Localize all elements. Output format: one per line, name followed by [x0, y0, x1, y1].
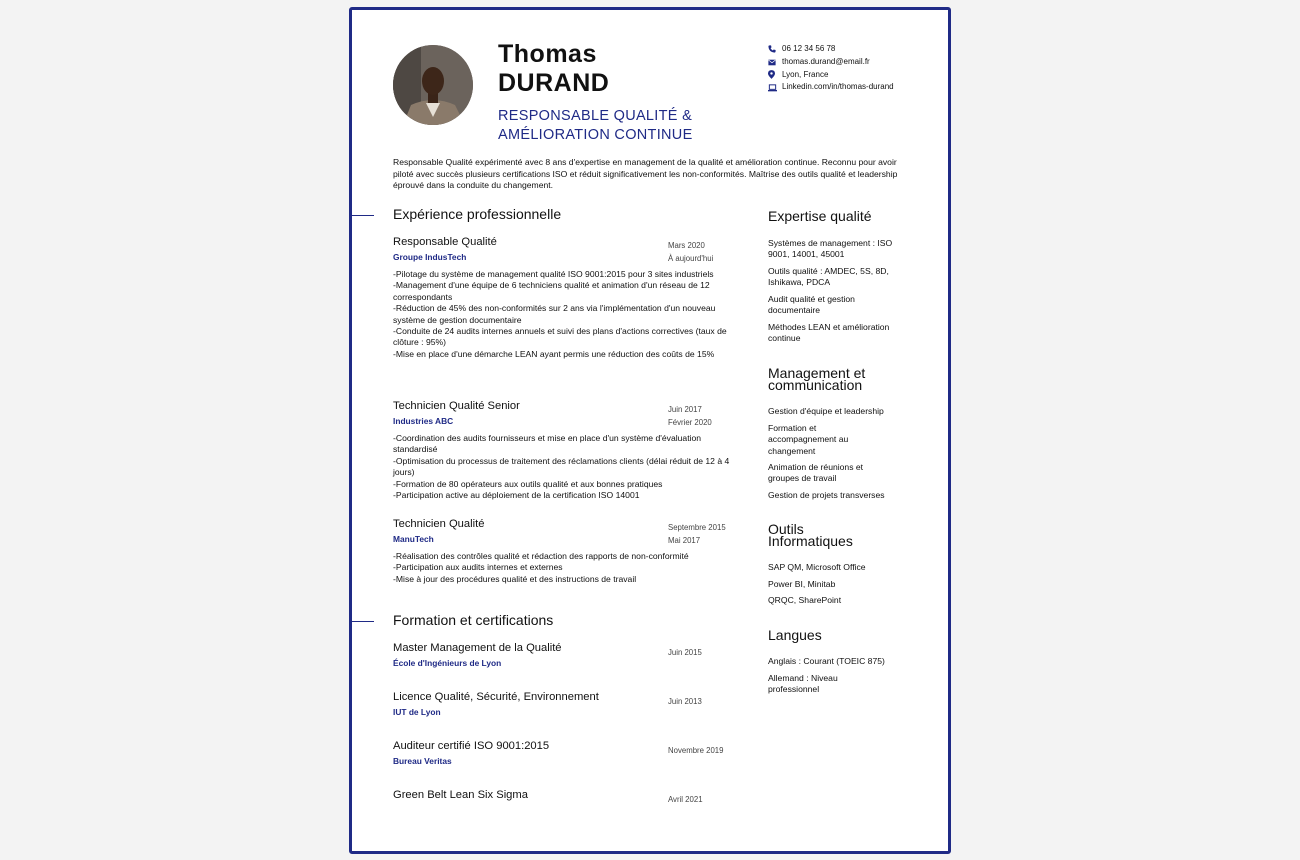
job-2-company: Industries ABC [393, 416, 454, 426]
job-3-date-start: Septembre 2015 [668, 523, 726, 532]
job-headline-line1: RESPONSABLE QUALITÉ & [498, 108, 693, 124]
job-headline [498, 107, 693, 145]
section-title-education: Formation et certifications [393, 612, 554, 628]
sidebar-title-tools: Outils Informatiques [768, 521, 853, 549]
contact-linkedin[interactable]: Linkedin.com/in/thomas-durand [768, 81, 894, 94]
list-item: - Participation active au déploiement de la certification ISO 14001 [393, 490, 737, 501]
job-2-dates [668, 404, 712, 429]
laptop-icon [768, 84, 782, 92]
contact-block [768, 43, 894, 94]
job-2-date-end: Février 2020 [668, 417, 712, 427]
edu-2-date: Juin 2013 [668, 697, 702, 706]
expertise-item-2: Outils qualité : AMDEC, 5S, 8D, Ishikawa, PDCA [768, 266, 889, 288]
management-item-1: Gestion d'équipe et leadership [768, 406, 884, 416]
job-2-bullets [393, 433, 737, 501]
edu-2-school: IUT de Lyon [393, 707, 441, 717]
job-3-bullets [393, 551, 723, 585]
phone-icon [768, 45, 782, 53]
job-1-bullets [393, 269, 745, 360]
job-3-dates [668, 522, 726, 547]
list-item: - Formation de 80 opérateurs aux outils qualité et aux bonnes pratiques [393, 479, 737, 490]
list-item: - Pilotage du système de management qualité ISO 9001:2015 pour 3 sites industriels [393, 269, 745, 280]
resume-page [349, 7, 951, 854]
sidebar-title-expertise: Expertise qualité [768, 208, 872, 224]
expertise-item-4: Méthodes LEAN et amélioration continue [768, 322, 890, 344]
edu-4-title: Green Belt Lean Six Sigma [393, 789, 528, 801]
edu-1-date: Juin 2015 [668, 648, 702, 657]
list-item: - Management d'une équipe de 6 techniciens qualité et animation d'un réseau de 12 correspondants [393, 280, 745, 303]
list-item: - Mise en place d'une démarche LEAN ayant permis une réduction des coûts de 15% [393, 349, 745, 360]
edu-3-date: Novembre 2019 [668, 746, 724, 755]
section-rule-experience [352, 215, 374, 216]
contact-location: Lyon, France [768, 69, 894, 82]
language-item-2: Allemand : Niveau professionnel [768, 673, 838, 695]
job-2-date-start: Juin 2017 [668, 405, 702, 414]
sidebar-title-languages: Langues [768, 627, 822, 643]
last-name: DURAND [498, 69, 610, 97]
tools-item-3: QRQC, SharePoint [768, 595, 842, 605]
list-item: - Mise à jour des procédures qualité et des instructions de travail [393, 574, 723, 585]
profile-photo [393, 45, 473, 125]
list-item: - Conduite de 24 audits internes annuels et suivi des plans d'actions correctives (taux de clôture : 95%) [393, 326, 745, 349]
contact-email[interactable]: thomas.durand@email.fr [768, 56, 894, 69]
tools-item-2: Power BI, Minitab [768, 579, 836, 589]
first-name: Thomas [498, 40, 597, 68]
job-1-date-start: Mars 2020 [668, 241, 705, 250]
map-pin-icon [768, 70, 782, 79]
expertise-item-1: Systèmes de management : ISO 9001, 14001, 45001 [768, 238, 893, 260]
section-rule-education [352, 621, 374, 622]
edu-3-title: Auditeur certifié ISO 9001:2015 [393, 740, 550, 752]
section-title-experience: Expérience professionnelle [393, 206, 562, 222]
sidebar-title-management: Management et communication [768, 365, 866, 393]
full-name [498, 40, 609, 98]
job-1-company: Groupe IndusTech [393, 252, 467, 262]
job-1-title: Responsable Qualité [393, 236, 497, 248]
management-item-2: Formation et accompagnement au changement [768, 423, 849, 456]
edu-2-title: Licence Qualité, Sécurité, Environnement [393, 691, 599, 703]
list-item: - Participation aux audits internes et externes [393, 562, 723, 573]
contact-phone: 06 12 34 56 78 [768, 43, 894, 56]
language-item-1: Anglais : Courant (TOEIC 875) [768, 656, 885, 666]
edu-4-date: Avril 2021 [668, 795, 703, 804]
list-item: - Coordination des audits fournisseurs et mise en place d'un système d'évaluation standardisé [393, 433, 737, 456]
job-1-dates [668, 240, 713, 265]
job-3-date-end: Mai 2017 [668, 535, 701, 545]
mail-icon [768, 59, 782, 66]
edu-1-title: Master Management de la Qualité [393, 642, 562, 654]
job-1-date-end: À aujourd'hui [668, 253, 714, 263]
job-3-title: Technicien Qualité [393, 518, 485, 530]
edu-1-school: École d'Ingénieurs de Lyon [393, 658, 502, 668]
list-item: - Réalisation des contrôles qualité et rédaction des rapports de non-conformité [393, 551, 723, 562]
expertise-item-3: Audit qualité et gestion documentaire [768, 294, 855, 316]
management-item-4: Gestion de projets transverses [768, 490, 885, 500]
job-3-company: ManuTech [393, 534, 434, 544]
tools-item-1: SAP QM, Microsoft Office [768, 562, 866, 572]
management-item-3: Animation de réunions et groupes de travail [768, 462, 864, 484]
profile-summary: Responsable Qualité expérimenté avec 8 ans d'expertise en management de la qualité et amélioration continue. Reconnu pour avoir piloté avec succès plusieurs certifications ISO et réduit significativement les non-conformités. Maîtrise des outils qualité et leadership éprouvé dans la conduite du changement. [393, 157, 898, 191]
job-2-title: Technicien Qualité Senior [393, 400, 520, 412]
list-item: - Optimisation du processus de traitement des réclamations clients (délai réduit de 12 à 4 jours) [393, 456, 737, 479]
list-item: - Réduction de 45% des non-conformités sur 2 ans via l'implémentation d'un nouveau système de gestion documentaire [393, 303, 745, 326]
edu-3-school: Bureau Veritas [393, 756, 452, 766]
job-headline-line2: AMÉLIORATION CONTINUE [498, 127, 693, 143]
